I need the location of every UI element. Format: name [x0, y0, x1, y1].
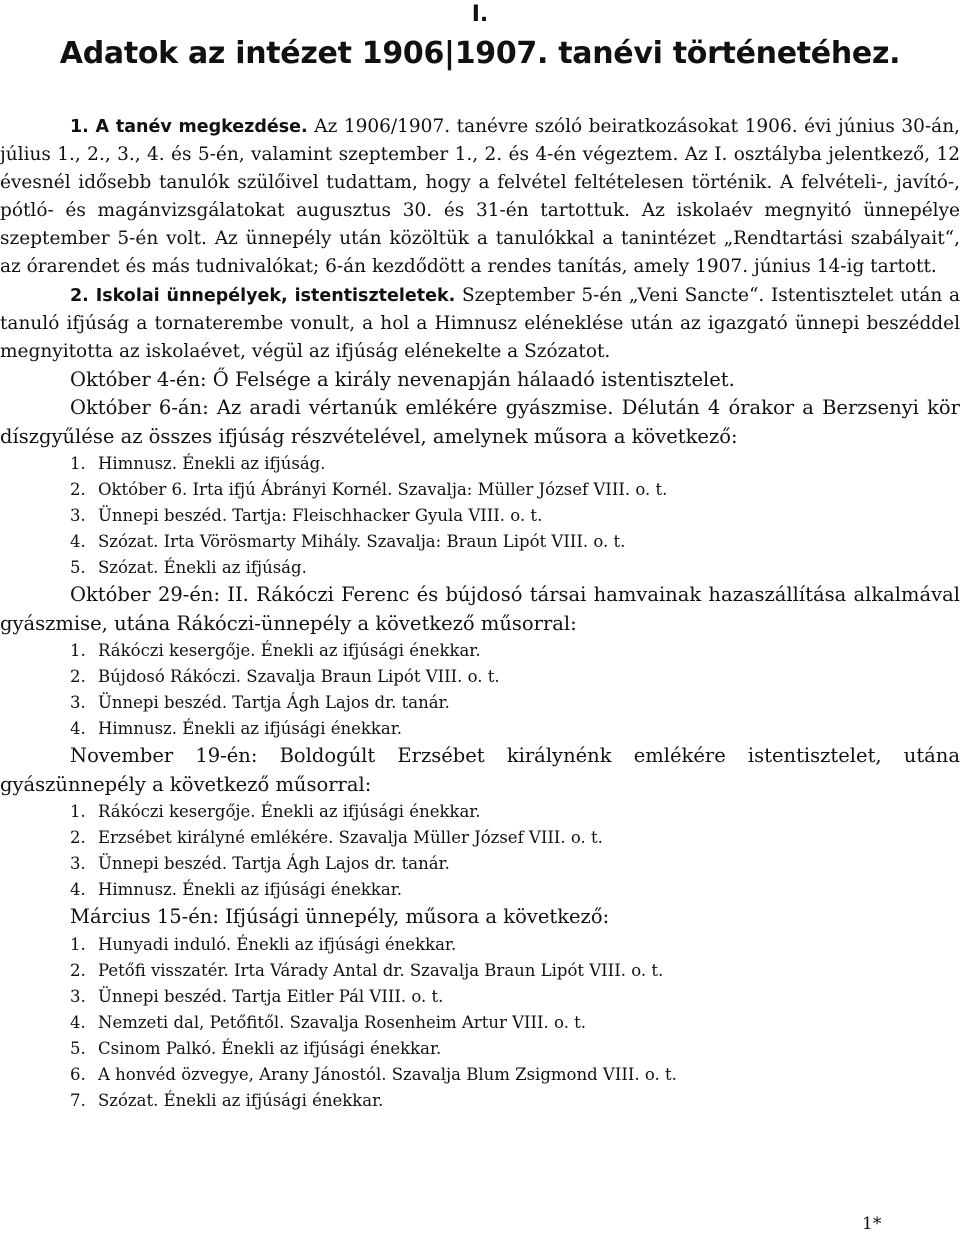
program-item-text: Csinom Palkó. Énekli az ifjúsági énekkar.: [98, 1038, 442, 1058]
program-item-number: 2.: [70, 667, 86, 687]
program-item-text: Szózat. Énekli az ifjúság.: [98, 558, 307, 578]
program-item: [70, 984, 960, 1010]
program-item-number: 4.: [70, 880, 86, 900]
section-2-text: Szeptember 5-én „Veni Sancte“. Istentisztelet után a tanuló ifjúság a tornaterembe vonult, a hol a Himnusz eléneklése után az igazgató ünnepi beszéddel megnyitotta az iskolaévet, végül az ifjúság elénekelte a Szózatot.: [0, 284, 960, 362]
program-item-text: Himnusz. Énekli az ifjúsági énekkar.: [98, 719, 403, 739]
program-item: [70, 555, 960, 581]
october-6-entry: Október 6-án: Az aradi vértanúk emlékére gyászmise. Délután 4 órakor a Berzsenyi kör díszgyűlése az összes ifjúság részvételével, amelynek műsora a következő:: [0, 396, 960, 448]
program-item: [70, 799, 960, 825]
program-item-number: 5.: [70, 558, 86, 578]
program-item: [70, 451, 960, 477]
program-item-number: 2.: [70, 480, 86, 500]
program-item: [70, 851, 960, 877]
program-item-number: 1.: [70, 934, 86, 954]
page-signature-mark: 1*: [862, 1214, 882, 1234]
program-item: [70, 529, 960, 555]
program-item-number: 4.: [70, 532, 86, 552]
program-item-number: 4.: [70, 1012, 86, 1032]
program-item-number: 2.: [70, 828, 86, 848]
program-item-number: 2.: [70, 960, 86, 980]
program-item-number: 4.: [70, 719, 86, 739]
program-item: [70, 932, 960, 958]
program-item: [70, 1010, 960, 1036]
program-item-text: Petőfi visszatér. Irta Várady Antal dr. Szavalja Braun Lipót VIII. o. t.: [98, 960, 664, 980]
program-item: [70, 716, 960, 742]
program-item-text: Hunyadi induló. Énekli az ifjúsági énekkar.: [98, 934, 457, 954]
march-15-program: [0, 932, 960, 1114]
program-item: [70, 1088, 960, 1114]
program-item-text: Ünnepi beszéd. Tartja Eitler Pál VIII. o. t.: [98, 986, 444, 1006]
program-item-text: Erzsébet királyné emlékére. Szavalja Müller József VIII. o. t.: [98, 828, 603, 848]
program-item: [70, 877, 960, 903]
program-item-text: Október 6. Irta ifjú Ábrányi Kornél. Szavalja: Müller József VIII. o. t.: [98, 480, 668, 500]
page-title: Adatok az intézet 1906|1907. tanévi történetéhez.: [59, 36, 901, 71]
program-item-number: 1.: [70, 454, 86, 474]
program-item-text: Rákóczi kesergője. Énekli az ifjúsági énekkar.: [98, 802, 481, 822]
program-item: [70, 825, 960, 851]
program-item-number: 3.: [70, 986, 86, 1006]
program-item: [70, 1036, 960, 1062]
program-item: [70, 1062, 960, 1088]
october-29-entry: Október 29-én: II. Rákóczi Ferenc és bújdosó társai hamvainak hazaszállítása alkalmával gyászmise, utána Rákóczi-ünnepély a következő műsorral:: [0, 583, 960, 635]
program-item-text: Himnusz. Énekli az ifjúsági énekkar.: [98, 880, 403, 900]
program-item-number: 5.: [70, 1038, 86, 1058]
november-19-entry: November 19-én: Boldogúlt Erzsébet királynénk emlékére istentisztelet, utána gyászünnepély a következő műsorral:: [0, 744, 960, 796]
program-item-text: A honvéd özvegye, Arany Jánostól. Szavalja Blum Zsigmond VIII. o. t.: [98, 1064, 677, 1084]
section-2-paragraph: [0, 282, 960, 366]
program-item-text: Szózat. Énekli az ifjúsági énekkar.: [98, 1090, 384, 1110]
november-19-program: [0, 799, 960, 903]
march-15-entry: Március 15-én: Ifjúsági ünnepély, műsora a következő:: [70, 905, 610, 929]
october-6-program: [0, 451, 960, 581]
program-item-text: Ünnepi beszéd. Tartja Ágh Lajos dr. tanár.: [98, 854, 450, 874]
section-1-text: Az 1906/1907. tanévre szóló beiratkozásokat 1906. évi június 30-án, július 1., 2., 3., 4. és 5-én, valamint szeptember 1., 2. és 4-én végeztem. Az I. osztályba jelentkező, 12 évesnél idősebb tanulók szülőivel tudattam, hogy a felvétel feltételesen történik. A felvételi-, javító-, pótló- és magánvizsgálatokat augusztus 30. és 31-én tartottuk. Az iskolaév megnyitó ünnepélye szeptember 5-én volt. Az ünnepély után közöltük a tanulókkal a tanintézet „Rendtartási szabályait“, az órarendet és más tudnivalókat; 6-án kezdődött a rendes tanítás, amely 1907. június 14-ig tartott.: [0, 116, 960, 278]
program-item-text: Himnusz. Énekli az ifjúság.: [98, 454, 326, 474]
program-item: [70, 690, 960, 716]
program-item-number: 1.: [70, 641, 86, 661]
program-item-number: 3.: [70, 854, 86, 874]
program-item-number: 3.: [70, 506, 86, 526]
program-item-text: Szózat. Irta Vörösmarty Mihály. Szavalja: Braun Lipót VIII. o. t.: [98, 532, 626, 552]
section-1-paragraph: [0, 113, 960, 282]
chapter-number: I.: [471, 2, 489, 27]
program-item-number: 1.: [70, 802, 86, 822]
october-4-entry: Október 4-én: Ő Felsége a király nevenapján hálaadó istentisztelet.: [70, 367, 735, 391]
program-item: [70, 664, 960, 690]
program-item-number: 6.: [70, 1064, 86, 1084]
program-item-text: Ünnepi beszéd. Tartja Ágh Lajos dr. tanár.: [98, 693, 450, 713]
program-item-text: Bújdosó Rákóczi. Szavalja Braun Lipót VIII. o. t.: [98, 667, 500, 687]
program-item-number: 7.: [70, 1090, 86, 1110]
program-item: [70, 958, 960, 984]
section-2-heading: 2. Iskolai ünnepélyek, istentiszteletek.: [70, 285, 456, 306]
program-item-text: Nemzeti dal, Petőfitől. Szavalja Rosenheim Artur VIII. o. t.: [98, 1012, 587, 1032]
program-item: [70, 477, 960, 503]
program-item-text: Rákóczi kesergője. Énekli az ifjúsági énekkar.: [98, 641, 481, 661]
document-body: [0, 113, 960, 1114]
program-item-number: 3.: [70, 693, 86, 713]
program-item: [70, 503, 960, 529]
section-1-heading: 1. A tanév megkezdése.: [70, 117, 308, 137]
program-item: [70, 638, 960, 664]
october-29-program: [0, 638, 960, 742]
program-item-text: Ünnepi beszéd. Tartja: Fleischhacker Gyula VIII. o. t.: [98, 506, 543, 526]
